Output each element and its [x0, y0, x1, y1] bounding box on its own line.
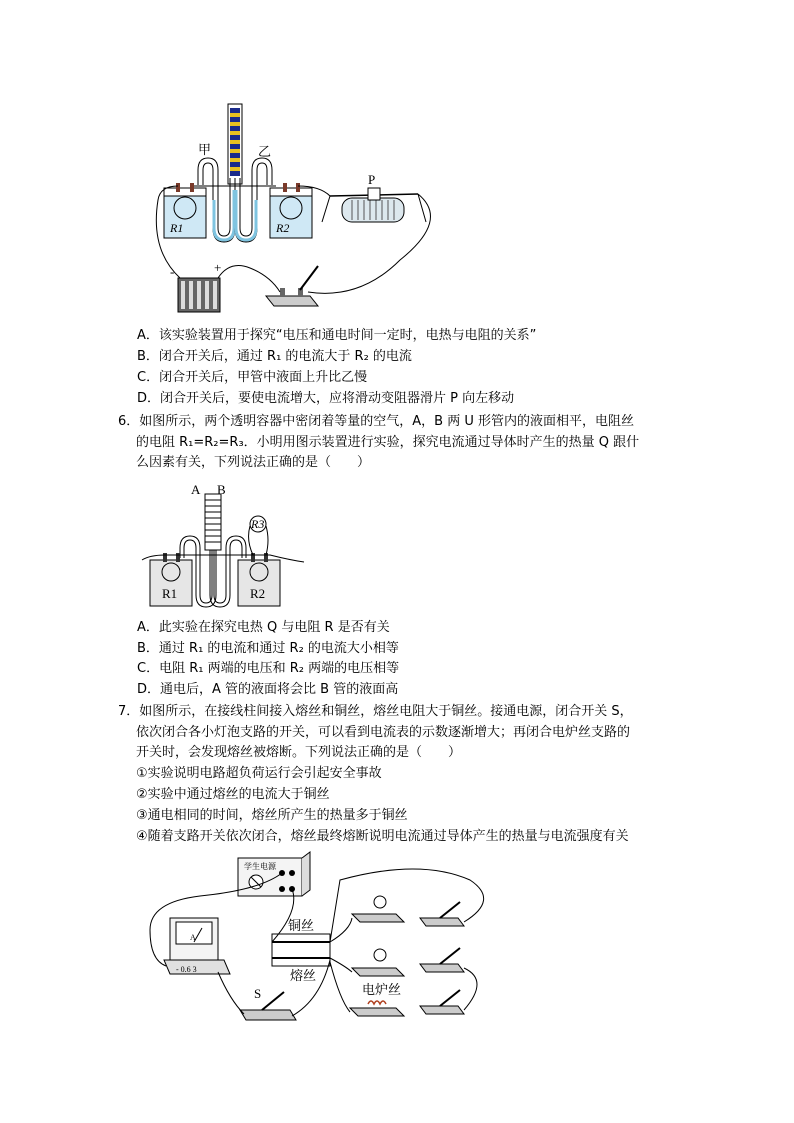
q7-statement-1: ①实验说明电路超负荷运行会引起安全事故	[136, 766, 382, 781]
q5-option-a: A．该实验装置用于探究“电压和通电时间一定时，电热与电阻的关系”	[137, 328, 537, 343]
label-r2: R2	[250, 586, 266, 601]
ammeter-label: A	[190, 933, 196, 942]
q6-stem-line-3: 么因素有关，下列说法正确的是（ ）	[136, 455, 371, 470]
q5-option-d: D．闭合开关后，要使电流增大，应将滑动变阻器滑片 P 向左移动	[137, 391, 515, 406]
q6-stem-line-1: 6．如图所示，两个透明容器中密闭着等量的空气，A，B 两 U 形管内的液面相平，电阻丝	[118, 414, 634, 429]
main-switch	[240, 992, 296, 1020]
q6-stem-line-2: 的电阻 R₁=R₂=R₃．小明用图示装置进行实验，探究电流通过导体时产生的热量 Q 跟什	[136, 435, 640, 450]
label-minus: -	[170, 264, 175, 279]
lamp-branch-1	[352, 896, 464, 926]
q7-stem-line-1: 7．如图所示，在接线柱间接入熔丝和铜丝，熔丝电阻大于铜丝。接通电源，闭合开关 S，	[118, 704, 633, 719]
lamp-branch-2	[352, 948, 464, 976]
meter-scale: - 0.6 3	[176, 965, 197, 974]
label-plus: +	[214, 260, 222, 275]
label-b: B	[217, 482, 226, 497]
q7-statement-4: ④随着支路开关依次闭合，熔丝最终熔断说明电流通过导体产生的热量与电流强度有关	[136, 829, 629, 844]
label-r3: R3	[251, 517, 265, 531]
q6-option-d: D．通电后，A 管的液面将会比 B 管的液面高	[137, 682, 399, 697]
label-r2: R2	[276, 221, 290, 235]
q5-option-c: C．闭合开关后，甲管中液面上升比乙慢	[137, 370, 368, 385]
q7-statement-3: ③通电相同的时间，熔丝所产生的热量多于铜丝	[136, 808, 408, 823]
label-r1: R1	[162, 586, 178, 601]
q7-stem-line-3: 开关时，会发现熔丝被熔断。下列说法正确的是（ ）	[136, 745, 462, 760]
label-yi: 乙	[258, 144, 272, 159]
label-r1: R1	[170, 221, 184, 235]
q5-option-b: B．闭合开关后，通过 R₁ 的电流大于 R₂ 的电流	[137, 349, 412, 364]
label-a: A	[191, 482, 201, 497]
q6-option-a: A．此实验在探究电热 Q 与电阻 R 是否有关	[137, 620, 390, 635]
power-supply	[238, 852, 310, 896]
q6-option-b: B．通过 R₁ 的电流和通过 R₂ 的电流大小相等	[137, 641, 399, 656]
ammeter	[164, 918, 230, 974]
terminal-block	[272, 934, 330, 966]
copper-wire-label: 铜丝	[288, 918, 315, 933]
q6-option-c: C．电阻 R₁ 两端的电压和 R₂ 两端的电压相等	[137, 661, 400, 676]
heater-label: 电炉丝	[362, 982, 402, 997]
label-p: P	[368, 172, 376, 187]
fuse-wire-label: 熔丝	[290, 968, 317, 983]
q7-stem-line-2: 依次闭合各小灯泡支路的开关，可以看到电流表的示数逐渐增大；再闭合电炉丝支路的	[136, 725, 631, 740]
power-supply-label: 学生电源	[244, 862, 276, 871]
switch-s-label: S	[254, 986, 262, 1001]
label-jia: 甲	[198, 142, 212, 157]
q7-statement-2: ②实验中通过熔丝的电流大于铜丝	[136, 787, 330, 802]
